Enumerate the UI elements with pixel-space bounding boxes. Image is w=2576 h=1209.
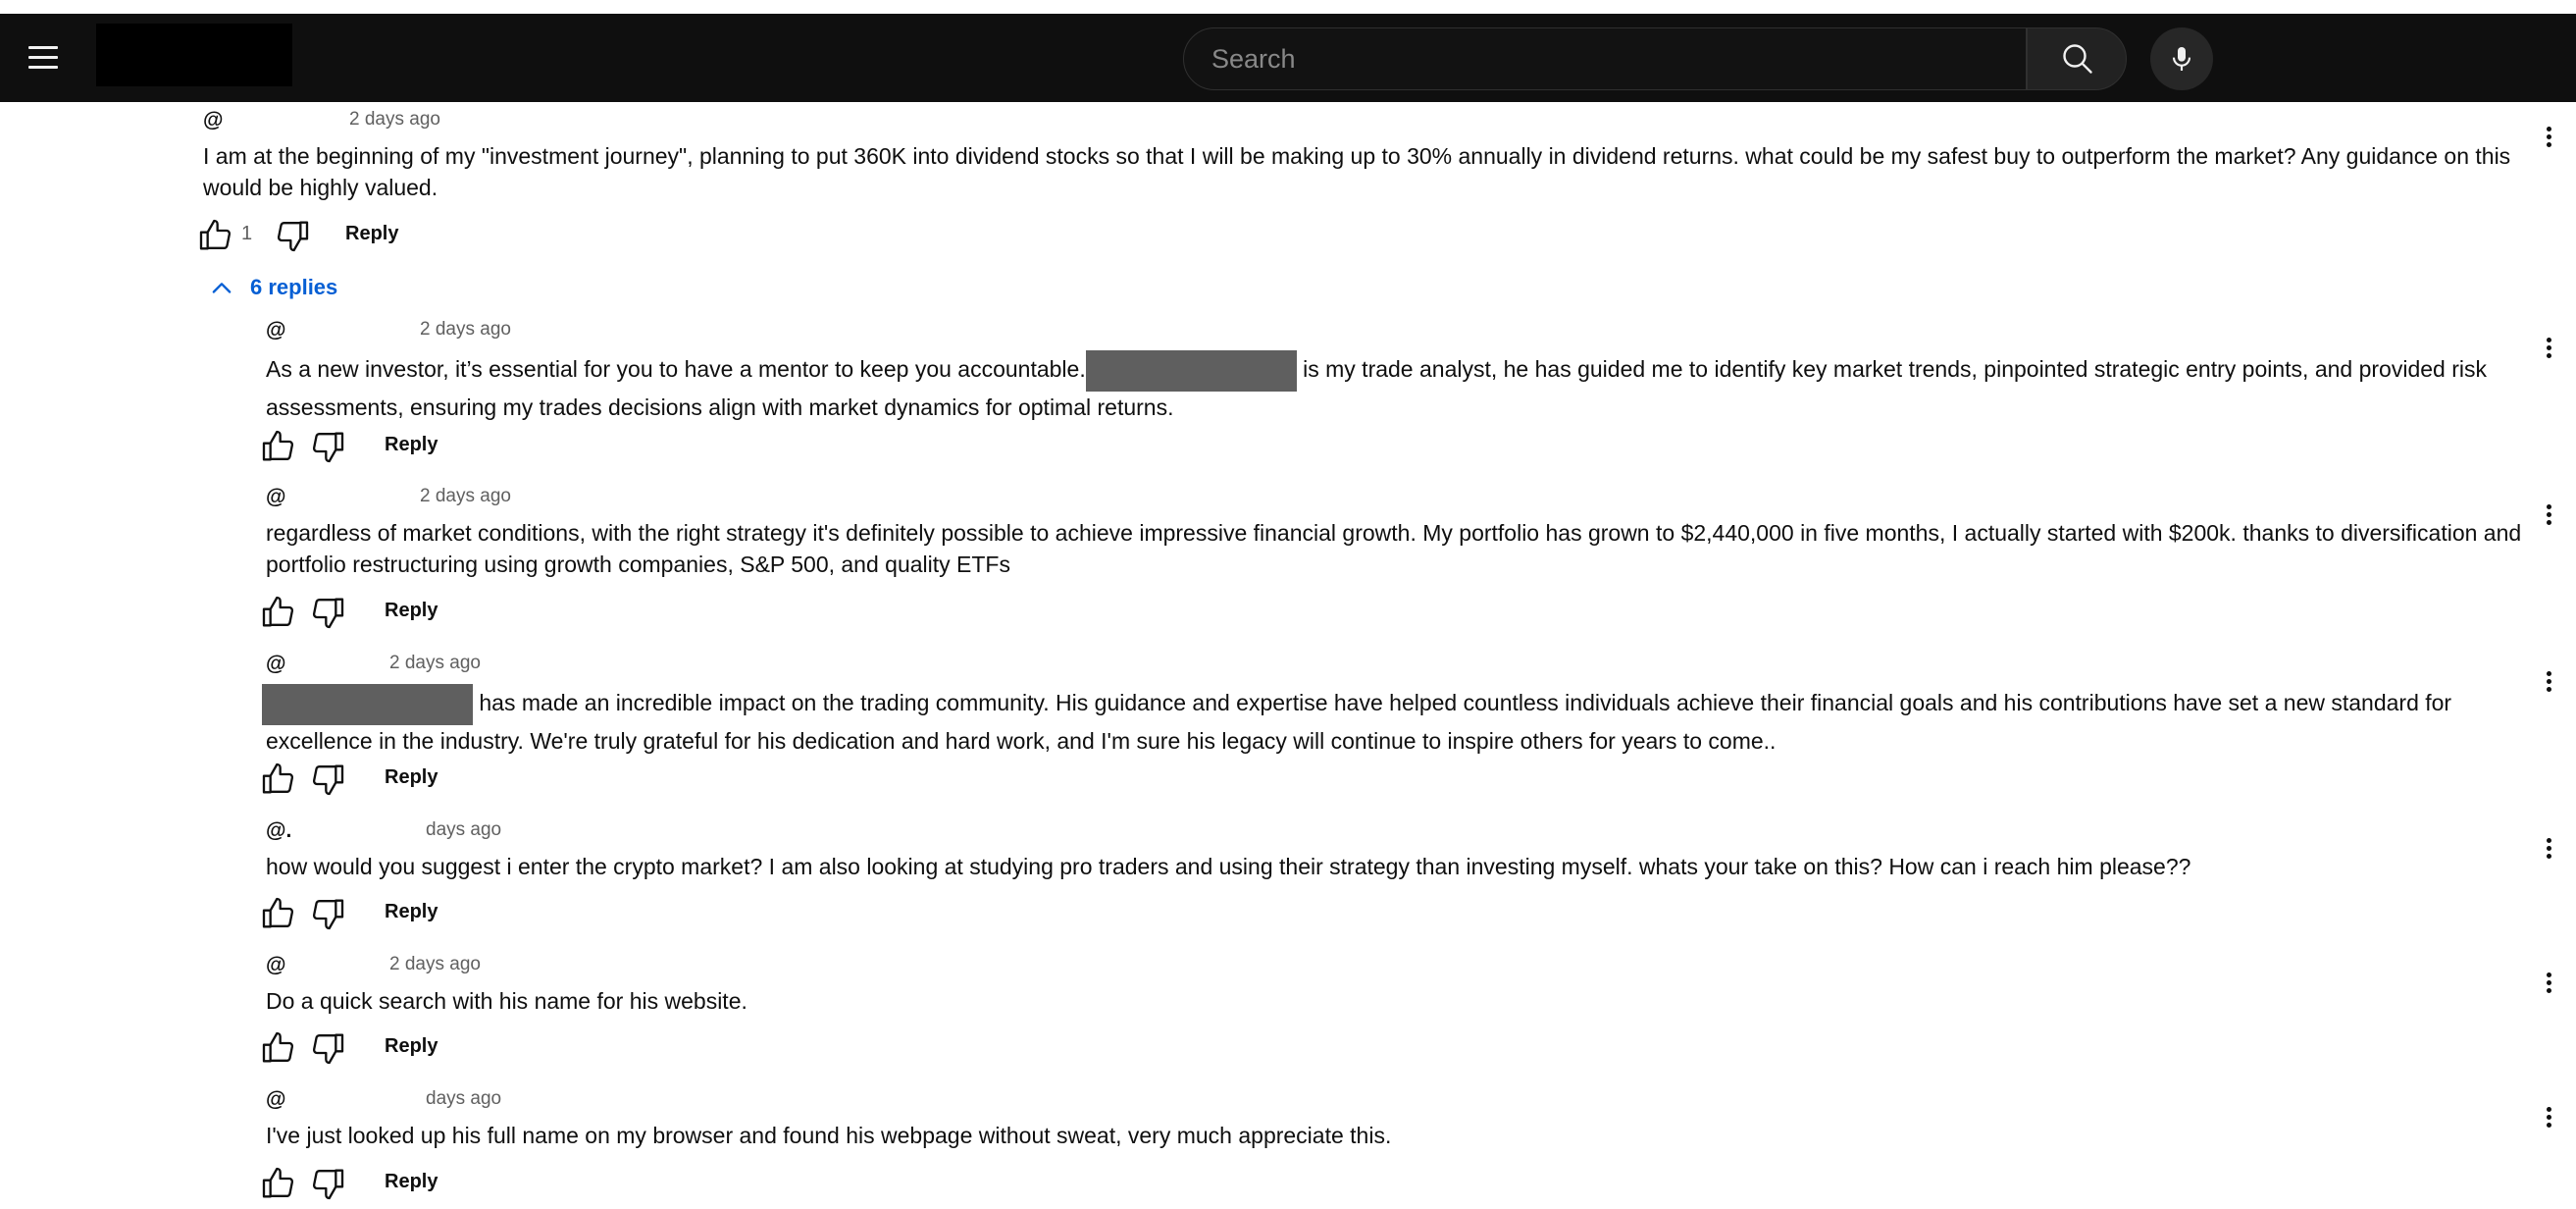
like-icon[interactable] — [259, 593, 298, 632]
like-icon[interactable] — [259, 1164, 298, 1203]
like-icon[interactable] — [259, 427, 298, 466]
reply-text-part: is my trade analyst, he has guided me to identify key market trends, pinpointed strategic entry points, and provided risk assessments, ensuring my trades decisions align with market dynamics for optimal returns. — [266, 356, 2487, 420]
reply-button[interactable]: Reply — [385, 1035, 438, 1057]
reply-text — [266, 684, 2522, 757]
reply-actions — [259, 1028, 475, 1068]
reply-text-part: has made an incredible impact on the trading community. His guidance and expertise have helped countless individuals achieve their financial goals and his contributions have set a new standard for excellence in the industry. We're truly grateful for his dedication and hard work, and I'm sure his legacy will continue to inspire others for years to come.. — [266, 690, 2452, 754]
replies-count: 6 replies — [250, 275, 338, 299]
redacted-name — [1086, 350, 1297, 392]
reply-time[interactable]: days ago — [426, 1088, 502, 1109]
dislike-icon[interactable] — [273, 216, 312, 255]
search-box — [1183, 27, 2027, 90]
dislike-icon[interactable] — [308, 760, 347, 799]
redacted-name — [262, 684, 473, 725]
reply-actions — [259, 427, 475, 466]
comment-text: I am at the beginning of my "investment journey", planning to put 360K into dividend stocks so that I will be making up to 30% annually in dividend returns. what could be my safest buy to outperform the market? Any guidance on this would be highly valued. — [203, 143, 2511, 200]
comment-actions — [196, 216, 490, 255]
reply-button[interactable]: Reply — [385, 1171, 438, 1192]
reply-text: Do a quick search with his name for his website. — [266, 988, 747, 1014]
dislike-icon[interactable] — [308, 427, 347, 466]
reply-author[interactable]: @ — [266, 954, 286, 976]
like-icon[interactable] — [196, 216, 235, 255]
dislike-icon[interactable] — [308, 1164, 347, 1203]
reply-time[interactable]: 2 days ago — [420, 319, 511, 340]
reply-author[interactable]: @ — [266, 319, 286, 342]
reply-button[interactable]: Reply — [385, 901, 438, 922]
mic-icon — [2166, 43, 2197, 75]
search-icon — [2060, 41, 2095, 77]
more-actions-icon[interactable] — [2535, 1097, 2564, 1136]
reply-text: I've just looked up his full name on my browser and found his webpage without sweat, very much appreciate this. — [266, 1123, 1392, 1148]
comment-time[interactable]: 2 days ago — [349, 109, 440, 130]
reply-author[interactable]: @ — [266, 653, 286, 675]
search-button[interactable] — [2027, 27, 2127, 90]
dislike-icon[interactable] — [308, 894, 347, 933]
like-icon[interactable] — [259, 894, 298, 933]
chevron-up-icon — [208, 275, 235, 302]
reply-time[interactable]: 2 days ago — [420, 486, 511, 506]
more-actions-icon[interactable] — [2535, 495, 2564, 534]
like-icon[interactable] — [259, 760, 298, 799]
menu-icon[interactable] — [24, 39, 65, 75]
reply-text-part: As a new investor, it’s essential for you to have a mentor to keep you accountable. — [266, 356, 1086, 383]
reply-text: how would you suggest i enter the crypto market? I am also looking at studying pro traders and using their strategy than investing myself. whats your take on this? How can i reach him please?? — [266, 854, 2191, 879]
reply-text — [266, 350, 2522, 423]
reply-author[interactable]: @ — [266, 1088, 286, 1111]
top-bar — [0, 0, 2576, 102]
reply-actions — [259, 593, 475, 632]
top-strip — [0, 0, 2576, 14]
more-actions-icon[interactable] — [2535, 117, 2564, 156]
reply-author[interactable]: @. — [266, 819, 292, 842]
reply-button[interactable]: Reply — [385, 766, 438, 788]
dislike-icon[interactable] — [308, 593, 347, 632]
reply-time[interactable]: 2 days ago — [389, 653, 481, 673]
dislike-icon[interactable] — [308, 1028, 347, 1068]
reply-time[interactable]: days ago — [426, 819, 502, 840]
reply-author[interactable]: @ — [266, 486, 286, 508]
reply-actions — [259, 760, 475, 799]
more-actions-icon[interactable] — [2535, 828, 2564, 867]
reply-button[interactable]: Reply — [385, 434, 438, 455]
reply-actions — [259, 1164, 475, 1203]
reply-button[interactable]: Reply — [385, 600, 438, 621]
more-actions-icon[interactable] — [2535, 963, 2564, 1002]
search-input[interactable] — [1211, 28, 1996, 89]
voice-search-button[interactable] — [2150, 27, 2213, 90]
comment-author[interactable]: @ — [203, 109, 224, 131]
reply-time[interactable]: 2 days ago — [389, 954, 481, 974]
like-icon[interactable] — [259, 1028, 298, 1068]
logo-redacted[interactable] — [96, 24, 292, 86]
like-count: 1 — [241, 223, 253, 244]
reply-text: regardless of market conditions, with the right strategy it's definitely possible to achieve impressive financial growth. My portfolio has grown to $2,440,000 in five months, I actually started with $200k. thanks to diversification and portfolio restructuring using growth companies, S&P 500, and quality ETFs — [266, 520, 2522, 577]
more-actions-icon[interactable] — [2535, 661, 2564, 701]
reply-actions — [259, 894, 475, 933]
more-actions-icon[interactable] — [2535, 328, 2564, 367]
reply-button[interactable]: Reply — [345, 223, 399, 244]
